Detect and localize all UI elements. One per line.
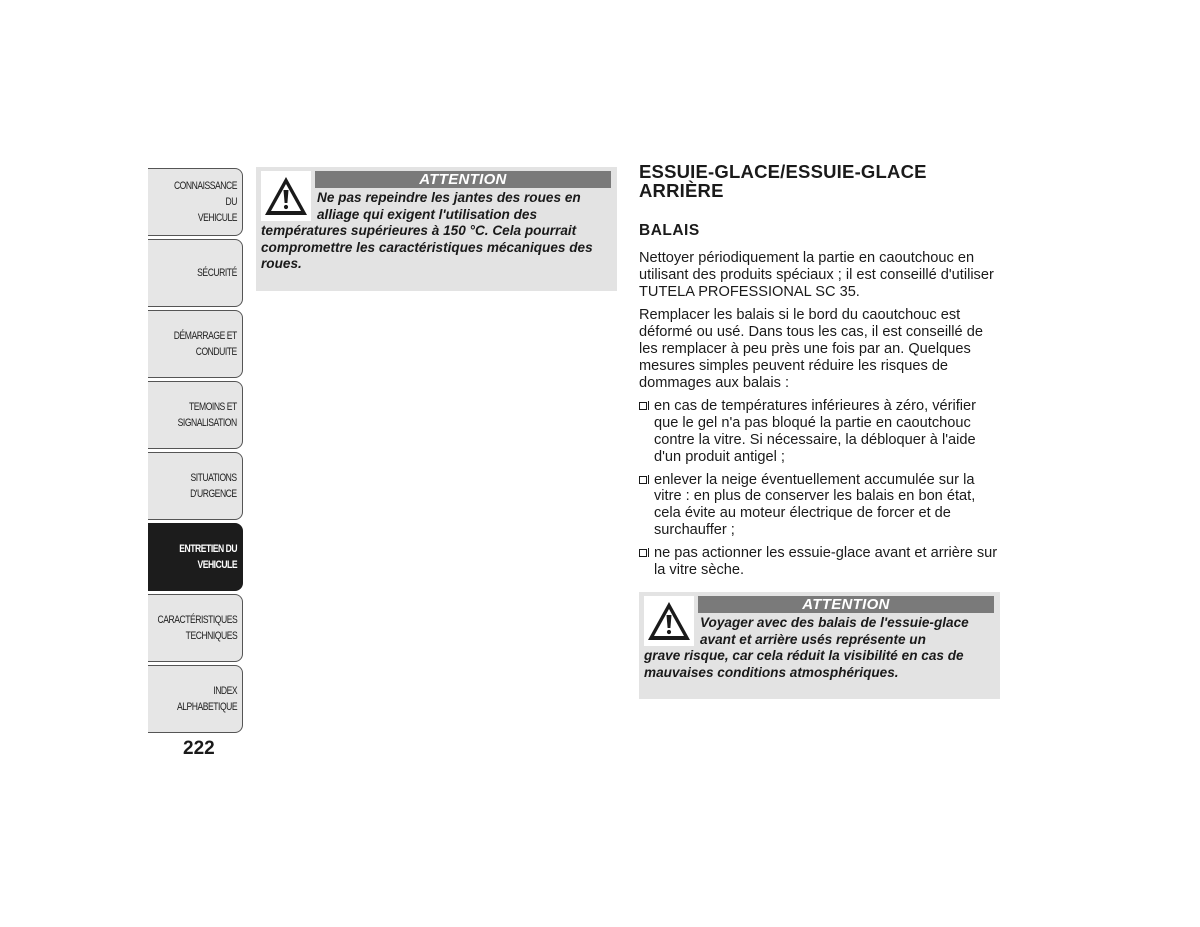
warning-triangle-icon (644, 596, 694, 646)
warning-box-wheels (256, 167, 617, 291)
tab-label: DÉMARRAGE ET CONDUITE (173, 330, 237, 358)
tab-label: INDEX ALPHABETIQUE (176, 685, 237, 713)
tab-situations-d-urgence[interactable] (148, 452, 243, 520)
warning-text-first: Ne pas repeindre les jantes des roues en alliage qui exigent l'utilisation des (317, 190, 581, 222)
tab-label: TEMOINS ET SIGNALISATION (177, 401, 237, 429)
tab-label: CARACTÉRISTIQUES TECHNIQUES (157, 614, 237, 642)
checkbox-bullet-icon (639, 402, 647, 410)
paragraph-replacement: Remplacer les balais si le bord du caoutchouc est déformé ou usé. Dans tous les cas, il est conseillé de les remplacer à peu près une fois par an. Quelques mesures simples peuvent réduire les risques de dommages aux balais : (639, 307, 983, 391)
warning-text-first: Voyager avec des balais de l'essuie-glace avant et arrière usés représente un (700, 615, 969, 647)
paragraph-cleaning: Nettoyer périodiquement la partie en caoutchouc en utilisant des produits spéciaux ; il est conseillé d'utiliser TUTELA PROFESSIONAL SC 35. (639, 250, 994, 300)
warning-title: ATTENTION (698, 596, 994, 613)
warning-title: ATTENTION (315, 171, 611, 188)
tab-label: CONNAISSANCE DU VEHICULE (173, 180, 237, 224)
tab-entretien-du-vehicule[interactable] (148, 523, 243, 591)
section-wipers (639, 162, 1001, 584)
list-item-text: ne pas actionner les essuie-glace avant et arrière sur la vitre sèche. (654, 544, 998, 578)
list-item (639, 545, 1001, 579)
warning-text-rest: grave risque, car cela réduit la visibilité en cas de mauvaises conditions atmosphériques. (644, 648, 964, 680)
checkbox-bullet-icon (639, 476, 647, 484)
tab-label: ENTRETIEN DU VEHICULE (179, 543, 237, 571)
warning-text (261, 190, 611, 273)
list-item-text: en cas de températures inférieures à zéro, vérifier que le gel n'a pas bloqué la partie en caoutchouc contre la vitre. Si nécessaire, la débloquer à l'aide d'un produit antigel ; (654, 398, 977, 465)
warning-text-rest: températures supérieures à 150 °C. Cela pourrait compromettre les caractéristiques mécaniques des roues. (261, 223, 593, 272)
page-number: 222 (183, 738, 215, 759)
checkbox-bullet-icon (639, 549, 647, 557)
list-item (639, 472, 1001, 539)
tab-label: SÉCURITÉ (197, 267, 237, 279)
tab-caracteristiques-techniques[interactable] (148, 594, 243, 662)
section-subtitle: BALAIS (639, 222, 700, 239)
section-title: ESSUIE-GLACE/ESSUIE-GLACE ARRIÈRE (639, 161, 927, 201)
list-item (639, 398, 1001, 465)
tab-securite[interactable] (148, 239, 243, 307)
warning-text (644, 615, 994, 681)
warning-triangle-icon (261, 171, 311, 221)
list-item-text: enlever la neige éventuellement accumulée sur la vitre : en plus de conserver les balais en bon état, cela évite au moteur électrique de forcer et de surchauffer ; (654, 471, 976, 538)
advice-list (639, 398, 1001, 578)
tab-connaissance-du-vehicule[interactable] (148, 168, 243, 236)
chapter-tabs (148, 168, 243, 736)
tab-index-alphabetique[interactable] (148, 665, 243, 733)
tab-label: SITUATIONS D'URGENCE (190, 472, 237, 500)
warning-box-wipers (639, 592, 1000, 699)
tab-demarrage-et-conduite[interactable] (148, 310, 243, 378)
tab-temoins-et-signalisation[interactable] (148, 381, 243, 449)
